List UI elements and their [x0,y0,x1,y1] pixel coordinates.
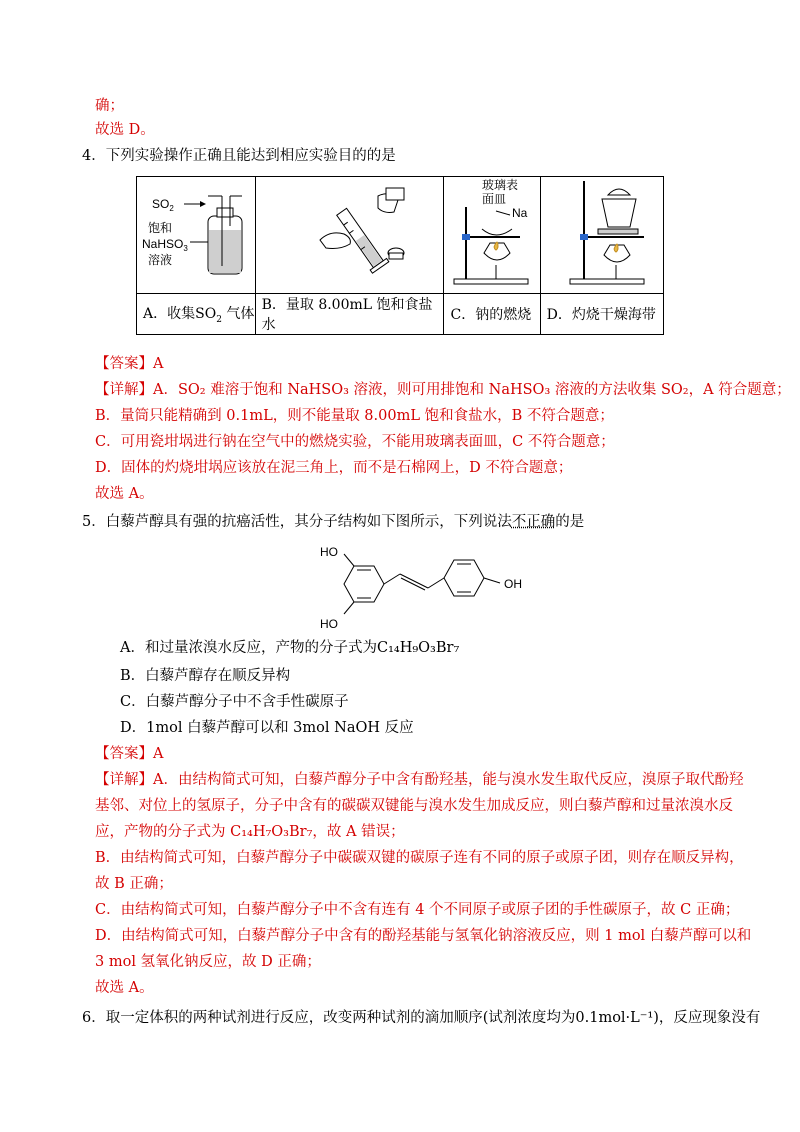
q4-experiment-table [136,176,664,335]
q5-expl-9: 故选 A。 [95,980,154,996]
struct-ho-bottom: HO [320,617,338,631]
q5-option-c: C．白藜芦醇分子中不含手性碳原子 [120,694,349,710]
struct-ho-top: HO [320,545,338,559]
q5-option-b: B．白藜芦醇存在顺反异构 [120,668,291,684]
struct-oh-right: OH [504,577,522,591]
fig-c-label-watchglass-2: 面皿 [482,192,507,206]
q5-expl-3: 应，产物的分子式为 C₁₄H₇O₃Br₇，故 A 错误； [95,824,405,840]
q5-expl-8: 3 mol 氢氧化钠反应，故 D 正确； [95,954,321,970]
fig-c-label-na: Na [512,206,528,220]
q5-option-a-formula: C₁₄H₉O₃Br₇ [376,640,460,656]
q5-expl-1: 【详解】A．由结构简式可知，白藜芦醇分子中含有酚羟基，能与溴水发生取代反应，溴原子取代酚羟 [95,772,744,788]
caption-b: B．量取 8.00mL 饱和食盐水 [255,294,444,335]
q5-emphasis: 不正确 [511,514,556,530]
caption-c: C．钠的燃烧 [444,294,540,335]
fig-a-cell [137,177,256,294]
fig-a-label-nahso3: NaHSO$_3$ [141,237,188,253]
q4-answer: 【答案】A [95,356,164,372]
q4-expl-1: 【详解】A．SO₂ 难溶于饱和 NaHSO₃ 溶液，则可用排饱和 NaHSO₃ 溶液的方法收集 SO₂，A 符合题意； [95,382,791,398]
fig-b-cell [255,177,444,294]
caption-a: A．收集$SO_2$ 气体 [137,294,256,335]
q5-expl-4: B．由结构简式可知，白藜芦醇分子中碳碳双键的碳原子连有不同的原子或原子团，则存在顺反异构， [95,850,744,866]
q4-expl-4: D．固体的灼烧坩埚应该放在泥三角上，而不是石棉网上，D 不符合题意； [95,460,573,476]
fig-d-crucible-burning [544,177,660,289]
resveratrol-structure [300,538,540,632]
fig-b-measuring-cylinder [260,178,440,288]
q5-stem: 5．白藜芦醇具有强的抗癌活性，其分子结构如下图所示，下列说法不正确的是 [82,514,585,530]
q5-option-a: A．和过量浓溴水反应，产物的分子式为C₁₄H₉O₃Br₇ [120,640,460,656]
fig-c-sodium-burning [446,177,538,289]
fig-a-gas-bottle [138,178,254,288]
q5-expl-7: D．由结构简式可知，白藜芦醇分子中含有的酚羟基能与氢氧化钠溶液反应，则 1 mol 白藜芦醇可以和 [95,928,752,944]
prev-line-1: 确； [95,98,124,114]
fig-a-label-solution: 溶液 [147,253,172,267]
q5-expl-2: 基邻、对位上的氢原子，分子中含有的碳碳双键能与溴水发生加成反应，则白藜芦醇和过量浓溴水反 [95,798,733,814]
q4-expl-3: C．可用瓷坩埚进行钠在空气中的燃烧实验，不能用玻璃表面皿，C 不符合题意； [95,434,615,450]
fig-a-so2-label: $SO_2$ [151,197,174,213]
fig-c-cell [444,177,540,294]
fig-a-label-saturated: 饱和 [147,221,172,235]
fig-d-cell [540,177,663,294]
q5-answer: 【答案】A [95,746,164,762]
q4-expl-2: B．量筒只能精确到 0.1mL，则不能量取 8.00mL 饱和食盐水，B 不符合题意； [95,408,614,424]
q5-option-d: D．1mol 白藜芦醇可以和 3mol NaOH 反应 [120,720,414,736]
q4-stem: 4．下列实验操作正确且能达到相应实验目的的是 [82,148,396,164]
caption-d: D．灼烧干燥海带 [540,294,663,335]
q4-expl-5: 故选 A。 [95,486,154,502]
q5-expl-6: C．由结构简式可知，白藜芦醇分子中不含有连有 4 个不同原子或原子团的手性碳原子，故 C 正确； [95,902,740,918]
q5-expl-5: 故 B 正确； [95,876,173,892]
fig-c-label-watchglass-1: 玻璃表 [482,178,519,192]
q6-stem: 6．取一定体积的两种试剂进行反应，改变两种试剂的滴加顺序(试剂浓度均为0.1mol·L⁻¹)，反应现象没有 [82,1010,761,1026]
prev-line-2: 故选 D。 [95,122,155,138]
